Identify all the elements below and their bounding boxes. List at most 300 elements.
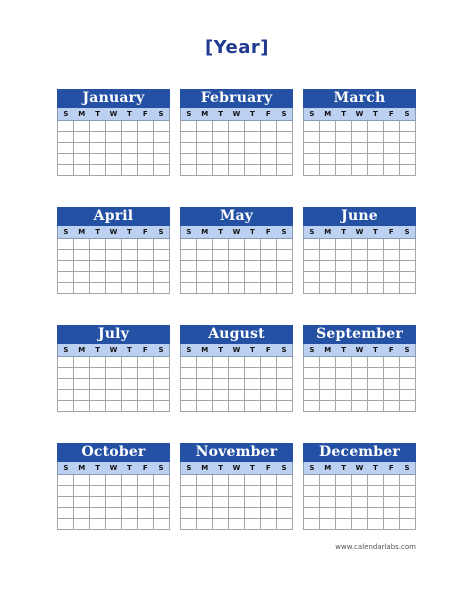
date-cell: [122, 239, 138, 250]
date-cell: [213, 390, 229, 401]
weekday-label: S: [158, 228, 164, 236]
date-grid: [180, 357, 293, 412]
date-cell: [122, 143, 138, 154]
date-cell: [122, 132, 138, 143]
date-cell: [352, 272, 368, 283]
date-cell: [229, 143, 245, 154]
date-cell: [106, 272, 122, 283]
date-grid: [57, 475, 170, 530]
weekday-label: T: [126, 228, 132, 236]
date-cell: [277, 165, 293, 176]
date-cell: [138, 497, 154, 508]
date-cell: [384, 390, 400, 401]
date-cell: [154, 390, 170, 401]
date-cell: [400, 508, 416, 519]
date-cell: [352, 379, 368, 390]
date-cell: [74, 508, 90, 519]
date-cell: [58, 475, 74, 486]
date-cell: [229, 519, 245, 530]
date-cell: [245, 261, 261, 272]
date-cell: [74, 154, 90, 165]
weekday-label: S: [158, 346, 164, 354]
date-cell: [245, 486, 261, 497]
date-cell: [181, 497, 197, 508]
date-cell: [74, 239, 90, 250]
date-cell: [245, 250, 261, 261]
date-cell: [368, 508, 384, 519]
date-cell: [90, 121, 106, 132]
date-cell: [181, 519, 197, 530]
date-cell: [277, 261, 293, 272]
date-cell: [400, 143, 416, 154]
date-cell: [138, 401, 154, 412]
date-cell: [352, 497, 368, 508]
date-cell: [90, 250, 106, 261]
date-cell: [320, 368, 336, 379]
date-cell: [400, 121, 416, 132]
date-cell: [58, 283, 74, 294]
date-cell: [304, 379, 320, 390]
date-cell: [229, 283, 245, 294]
date-cell: [400, 368, 416, 379]
month-block-august: [180, 325, 293, 412]
date-cell: [352, 154, 368, 165]
date-cell: [352, 486, 368, 497]
date-cell: [106, 250, 122, 261]
date-cell: [181, 379, 197, 390]
date-cell: [245, 283, 261, 294]
date-cell: [336, 239, 352, 250]
date-cell: [245, 379, 261, 390]
date-cell: [74, 475, 90, 486]
date-cell: [181, 390, 197, 401]
date-cell: [74, 250, 90, 261]
weekday-label: T: [372, 110, 378, 118]
date-cell: [320, 390, 336, 401]
weekday-label: W: [109, 110, 118, 118]
date-cell: [122, 508, 138, 519]
date-cell: [122, 379, 138, 390]
month-block-march: [303, 89, 416, 176]
date-cell: [58, 368, 74, 379]
date-cell: [400, 357, 416, 368]
date-cell: [213, 497, 229, 508]
date-cell: [368, 357, 384, 368]
weekday-label: W: [232, 464, 241, 472]
date-cell: [320, 357, 336, 368]
date-grid: [303, 239, 416, 294]
date-cell: [90, 154, 106, 165]
date-cell: [197, 475, 213, 486]
month-name: January: [57, 89, 170, 108]
date-cell: [384, 368, 400, 379]
date-cell: [261, 143, 277, 154]
date-cell: [181, 486, 197, 497]
month-name: August: [180, 325, 293, 344]
footer-link[interactable]: www.calendarlabs.com: [335, 543, 416, 551]
date-cell: [122, 272, 138, 283]
date-grid: [57, 357, 170, 412]
month-name: October: [57, 443, 170, 462]
weekday-label: T: [249, 346, 255, 354]
date-cell: [213, 357, 229, 368]
date-cell: [122, 357, 138, 368]
date-cell: [261, 475, 277, 486]
date-cell: [90, 272, 106, 283]
weekday-label: F: [265, 110, 271, 118]
date-cell: [74, 519, 90, 530]
weekday-header-row: [57, 462, 170, 475]
date-cell: [90, 486, 106, 497]
date-cell: [261, 250, 277, 261]
date-cell: [154, 497, 170, 508]
date-cell: [320, 508, 336, 519]
month-block-february: [180, 89, 293, 176]
date-cell: [197, 121, 213, 132]
date-cell: [213, 368, 229, 379]
date-cell: [352, 283, 368, 294]
date-cell: [400, 390, 416, 401]
date-cell: [106, 165, 122, 176]
date-cell: [261, 239, 277, 250]
weekday-label: T: [126, 110, 132, 118]
date-cell: [74, 390, 90, 401]
weekday-header-row: [57, 226, 170, 239]
date-cell: [74, 401, 90, 412]
weekday-label: S: [281, 464, 287, 472]
date-cell: [90, 143, 106, 154]
date-cell: [197, 379, 213, 390]
date-cell: [213, 132, 229, 143]
date-cell: [352, 475, 368, 486]
date-cell: [336, 143, 352, 154]
weekday-header-row: [57, 108, 170, 121]
date-cell: [336, 132, 352, 143]
date-cell: [138, 250, 154, 261]
date-cell: [138, 390, 154, 401]
weekday-label: S: [186, 346, 192, 354]
weekday-label: T: [218, 464, 224, 472]
date-cell: [368, 261, 384, 272]
date-cell: [384, 272, 400, 283]
date-cell: [181, 165, 197, 176]
date-cell: [154, 143, 170, 154]
weekday-label: M: [201, 346, 209, 354]
date-cell: [197, 390, 213, 401]
weekday-label: T: [249, 464, 255, 472]
date-cell: [90, 165, 106, 176]
weekday-label: T: [95, 228, 101, 236]
date-cell: [384, 401, 400, 412]
month-name: June: [303, 207, 416, 226]
date-cell: [229, 272, 245, 283]
date-cell: [384, 379, 400, 390]
date-cell: [304, 283, 320, 294]
weekday-label: M: [78, 110, 86, 118]
date-cell: [58, 165, 74, 176]
date-cell: [352, 519, 368, 530]
date-cell: [74, 379, 90, 390]
date-cell: [400, 519, 416, 530]
weekday-label: F: [142, 110, 148, 118]
date-cell: [90, 475, 106, 486]
date-cell: [384, 165, 400, 176]
date-cell: [197, 486, 213, 497]
date-cell: [368, 519, 384, 530]
weekday-label: S: [309, 228, 315, 236]
date-cell: [368, 250, 384, 261]
date-cell: [58, 497, 74, 508]
date-cell: [368, 475, 384, 486]
weekday-header-row: [303, 108, 416, 121]
date-cell: [320, 143, 336, 154]
date-cell: [106, 508, 122, 519]
date-cell: [154, 508, 170, 519]
date-cell: [154, 486, 170, 497]
date-cell: [304, 261, 320, 272]
date-cell: [336, 154, 352, 165]
weekday-label: F: [265, 346, 271, 354]
date-cell: [181, 401, 197, 412]
date-cell: [229, 121, 245, 132]
date-cell: [384, 250, 400, 261]
date-cell: [138, 508, 154, 519]
date-cell: [277, 401, 293, 412]
date-cell: [245, 154, 261, 165]
date-cell: [58, 486, 74, 497]
date-cell: [197, 154, 213, 165]
weekday-label: M: [78, 464, 86, 472]
weekday-label: M: [78, 228, 86, 236]
date-cell: [261, 283, 277, 294]
date-cell: [368, 486, 384, 497]
weekday-label: M: [201, 464, 209, 472]
date-cell: [400, 250, 416, 261]
date-cell: [336, 379, 352, 390]
date-cell: [197, 143, 213, 154]
weekday-label: F: [388, 464, 394, 472]
date-cell: [368, 239, 384, 250]
month-name: April: [57, 207, 170, 226]
date-cell: [90, 401, 106, 412]
date-cell: [352, 401, 368, 412]
date-grid: [303, 357, 416, 412]
date-cell: [197, 261, 213, 272]
date-cell: [320, 379, 336, 390]
date-grid: [180, 239, 293, 294]
date-cell: [352, 357, 368, 368]
date-cell: [122, 283, 138, 294]
date-cell: [181, 357, 197, 368]
date-cell: [181, 475, 197, 486]
month-block-june: [303, 207, 416, 294]
weekday-label: W: [109, 228, 118, 236]
date-cell: [106, 368, 122, 379]
date-cell: [304, 508, 320, 519]
date-cell: [106, 475, 122, 486]
date-cell: [384, 519, 400, 530]
date-cell: [106, 379, 122, 390]
date-cell: [336, 475, 352, 486]
date-cell: [154, 379, 170, 390]
date-cell: [368, 390, 384, 401]
date-cell: [74, 165, 90, 176]
date-cell: [197, 497, 213, 508]
date-cell: [58, 401, 74, 412]
weekday-label: F: [265, 228, 271, 236]
date-cell: [277, 250, 293, 261]
date-cell: [229, 401, 245, 412]
date-cell: [304, 475, 320, 486]
date-cell: [181, 154, 197, 165]
date-cell: [197, 283, 213, 294]
date-cell: [304, 486, 320, 497]
date-cell: [122, 165, 138, 176]
month-block-october: [57, 443, 170, 530]
date-cell: [352, 390, 368, 401]
date-cell: [229, 132, 245, 143]
weekday-label: W: [232, 346, 241, 354]
weekday-label: T: [249, 228, 255, 236]
date-cell: [122, 154, 138, 165]
date-cell: [74, 143, 90, 154]
weekday-label: T: [372, 228, 378, 236]
weekday-label: S: [63, 228, 69, 236]
date-cell: [245, 357, 261, 368]
date-cell: [181, 132, 197, 143]
date-cell: [74, 486, 90, 497]
month-block-january: [57, 89, 170, 176]
date-cell: [181, 368, 197, 379]
date-cell: [277, 508, 293, 519]
date-cell: [320, 475, 336, 486]
date-cell: [122, 486, 138, 497]
weekday-label: F: [388, 110, 394, 118]
date-cell: [320, 519, 336, 530]
date-cell: [261, 132, 277, 143]
date-cell: [154, 261, 170, 272]
date-grid: [180, 121, 293, 176]
weekday-label: T: [372, 346, 378, 354]
month-name: July: [57, 325, 170, 344]
date-cell: [304, 250, 320, 261]
weekday-label: F: [265, 464, 271, 472]
date-cell: [245, 401, 261, 412]
date-cell: [74, 283, 90, 294]
date-cell: [320, 132, 336, 143]
date-cell: [352, 165, 368, 176]
date-cell: [58, 357, 74, 368]
date-cell: [277, 390, 293, 401]
date-cell: [181, 250, 197, 261]
date-cell: [400, 261, 416, 272]
date-cell: [138, 239, 154, 250]
date-cell: [58, 272, 74, 283]
date-cell: [90, 508, 106, 519]
date-cell: [154, 165, 170, 176]
date-cell: [304, 497, 320, 508]
date-cell: [90, 368, 106, 379]
date-cell: [304, 357, 320, 368]
date-grid: [303, 475, 416, 530]
weekday-label: M: [78, 346, 86, 354]
weekday-label: T: [249, 110, 255, 118]
date-cell: [106, 132, 122, 143]
weekday-label: S: [404, 346, 410, 354]
date-cell: [122, 121, 138, 132]
date-cell: [213, 165, 229, 176]
date-cell: [320, 154, 336, 165]
weekday-header-row: [303, 226, 416, 239]
date-cell: [213, 379, 229, 390]
weekday-label: W: [232, 228, 241, 236]
date-cell: [106, 519, 122, 530]
date-cell: [400, 401, 416, 412]
date-cell: [122, 475, 138, 486]
date-cell: [181, 121, 197, 132]
weekday-header-row: [180, 108, 293, 121]
date-cell: [277, 486, 293, 497]
date-cell: [261, 486, 277, 497]
date-cell: [106, 390, 122, 401]
date-cell: [320, 121, 336, 132]
weekday-label: S: [404, 110, 410, 118]
weekday-label: S: [158, 464, 164, 472]
date-cell: [277, 132, 293, 143]
date-cell: [384, 239, 400, 250]
date-cell: [229, 475, 245, 486]
date-cell: [261, 497, 277, 508]
date-cell: [304, 368, 320, 379]
weekday-label: F: [388, 228, 394, 236]
date-cell: [245, 368, 261, 379]
date-cell: [336, 519, 352, 530]
date-cell: [213, 519, 229, 530]
month-name: December: [303, 443, 416, 462]
weekday-header-row: [180, 462, 293, 475]
date-cell: [213, 508, 229, 519]
page-title: [Year]: [204, 37, 270, 58]
date-cell: [336, 272, 352, 283]
date-cell: [400, 165, 416, 176]
month-block-september: [303, 325, 416, 412]
date-cell: [197, 272, 213, 283]
date-cell: [138, 519, 154, 530]
date-cell: [245, 475, 261, 486]
weekday-label: M: [324, 110, 332, 118]
date-cell: [277, 154, 293, 165]
date-cell: [90, 283, 106, 294]
date-cell: [336, 508, 352, 519]
date-cell: [197, 508, 213, 519]
date-cell: [154, 154, 170, 165]
date-cell: [181, 508, 197, 519]
date-cell: [154, 239, 170, 250]
date-cell: [277, 357, 293, 368]
date-cell: [384, 121, 400, 132]
date-cell: [245, 143, 261, 154]
date-cell: [106, 283, 122, 294]
date-cell: [261, 368, 277, 379]
weekday-label: W: [109, 464, 118, 472]
date-cell: [277, 239, 293, 250]
date-cell: [229, 165, 245, 176]
date-cell: [122, 519, 138, 530]
weekday-header-row: [180, 226, 293, 239]
date-cell: [138, 368, 154, 379]
date-cell: [229, 154, 245, 165]
date-cell: [122, 390, 138, 401]
